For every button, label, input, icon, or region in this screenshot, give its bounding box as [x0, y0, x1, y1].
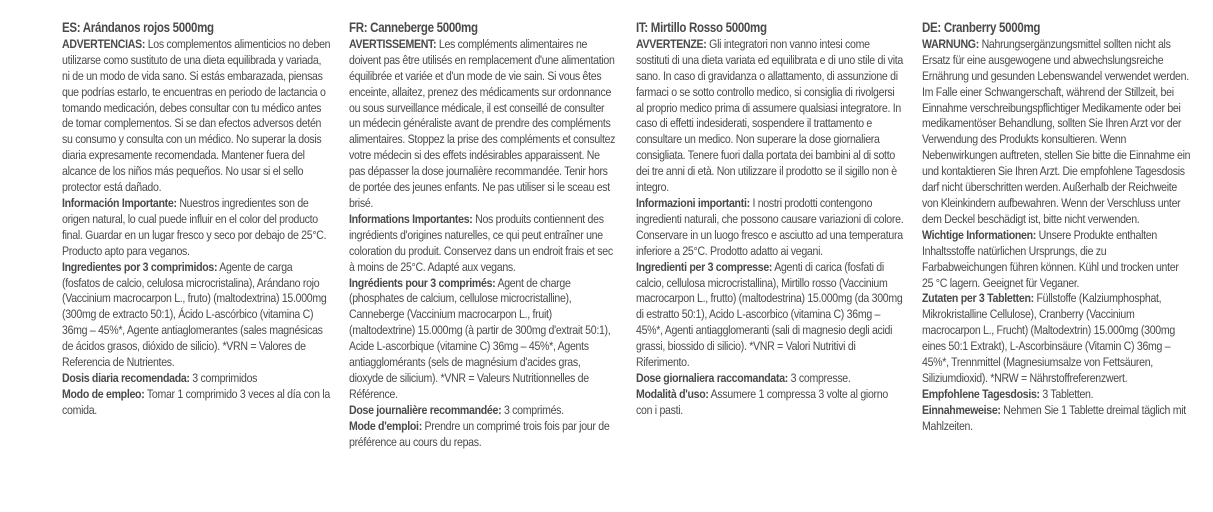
label-column-it — [636, 20, 904, 419]
paragraph-text: 3 comprimés. — [501, 402, 564, 417]
paragraph-text: Füllstoffe (Kalziumphosphat, Mikrokristalline Cellulose), Cranberry (Vaccinium macrocarpon L., Frucht) (Maltodextrin) 15.000mg (300mg eines 50:1 Extrakt), L-Ascorbinsäure (Vitamin C) 36mg – 45%*, Trennmittel (Magnesiumsalze von Fettsäuren, Siliziumdioxid). *NRW = Nährstoffreferenzwert. — [922, 291, 1175, 385]
paragraph-text: Tomar 1 comprimido 3 veces al día con la comida. — [62, 386, 330, 417]
paragraph-label: Dosis diaria recomendada: — [62, 370, 190, 385]
column-heading-fr: FR: Canneberge 5000mg — [349, 20, 478, 35]
paragraph-info-it — [636, 196, 904, 260]
paragraph-text: Agenti di carica (fosfati di calcio, cellulosa microcristallina), Mirtillo rosso (Vaccinium macrocarpon L., frutto) (maltodestrina) 15.000mg (da 300mg di estratto 50:1), Acido L-ascorbico (vitamina C) 36mg – 45%*, Agenti antiagglomeranti (sali di magnesio degli acidi grassi, biossido di silicio). *VNR = Valori Nutritivi di Riferimento. — [636, 259, 903, 370]
paragraph-text: 3 comprimidos — [189, 370, 258, 385]
paragraph-label: WARNUNG: — [922, 36, 979, 51]
paragraph-label: Informazioni importanti: — [636, 195, 750, 210]
paragraph-label: Información Importante: — [62, 195, 177, 210]
paragraph-label: Ingredientes por 3 comprimidos: — [62, 259, 218, 274]
paragraph-info-fr — [349, 212, 617, 276]
paragraph-text: Unsere Produkte enthalten Inhaltsstoffe natürlichen Ursprungs, die zu Farbabweichungen führen können. Kühl und trocken unter 25 °C lagern. Geeignet für Veganer. — [922, 227, 1179, 290]
paragraph-text: Nahrungsergänzungsmittel sollten nicht als Ersatz für eine ausgewogene und abwechslungsreiche Ernährung und gesunden Lebenswandel verwendet werden. Im Falle einer Schwangerschaft, während der Stillzeit, bei Einnahme verschreibungspflichtiger Medikamente oder bei medikamentöser Behandlung, sollten Sie Ihren Arzt vor der Verwendung des Produkts konsultieren. Wenn Nebenwirkungen auftreten, stellen Sie bitte die Einnahme ein und kontaktieren Sie Ihren Arzt. Die empfohlene Tagesdosis darf nicht überschritten werden. Außerhalb der Reichweite von Kleinkindern aufbewahren. Wenn der Verschluss unter dem Deckel beschädigt ist, bitte nicht verwenden. — [922, 36, 1191, 226]
paragraph-text: Prendre un comprimé trois fois par jour de préférence au cours du repas. — [349, 418, 610, 449]
paragraph-info-es — [62, 196, 330, 260]
paragraph-label: Zutaten per 3 Tabletten: — [922, 291, 1034, 306]
paragraph-label: Modalità d'uso: — [636, 386, 709, 401]
paragraph-label: Dose giornaliera raccomandata: — [636, 370, 789, 385]
paragraph-ingredients-it — [636, 260, 904, 371]
paragraph-text: Agent de charge (phosphates de calcium, cellulose microcristalline), Canneberge (Vaccinium macrocarpon L., fruit) (maltodextrine) 15.000mg (à partir de 300mg d'extrait 50:1), Acide L-ascorbique (vitamine C) 36mg – 45%*, Agents antiagglomérants (sels de magnésium d'acides gras, dioxyde de silicium). *VNR = Valeurs Nutritionnelles de Référence. — [349, 275, 611, 401]
paragraph-warnings-de — [922, 37, 1190, 228]
paragraph-label: Ingrédients pour 3 comprimés: — [349, 275, 496, 290]
paragraph-usage-it — [636, 387, 904, 419]
paragraph-label: Mode d'emploi: — [349, 418, 422, 433]
paragraph-usage-es — [62, 387, 330, 419]
paragraph-ingredients-es — [62, 260, 330, 371]
paragraph-dose-de — [922, 387, 1190, 403]
paragraph-dose-it — [636, 371, 904, 387]
paragraph-text: Los complementos alimenticios no deben utilizarse como sustituto de una dieta equilibrada y variada, ni de un modo de vida sano. Si estás embarazada, piensas que podrías estarlo, te encuentras en periodo de lactancia o tomando medicación, debes consultar con tu médico antes de tomar complementos. Si se dan efectos adversos detén su consumo y consulta con un médico. No superar la dosis diaria expresamente recomendada. Mantener fuera del alcance de los niños más pequeños. No usar si el sello protector está dañado. — [62, 36, 331, 195]
paragraph-text: Nehmen Sie 1 Tablette dreimal täglich mit Mahlzeiten. — [922, 402, 1186, 433]
paragraph-usage-de — [922, 403, 1190, 435]
paragraph-info-de — [922, 228, 1190, 292]
paragraph-label: AVERTISSEMENT: — [349, 36, 437, 51]
paragraph-warnings-fr — [349, 37, 617, 212]
paragraph-text: 3 compresse. — [788, 370, 851, 385]
paragraph-warnings-it — [636, 37, 904, 196]
paragraph-text: I nostri prodotti contengono ingredienti naturali, che possono causare variazioni di colore. Conservare in un luogo fresco e asciutto ad una temperatura inferiore a 25°C. Prodotto adatto ai vegani. — [636, 195, 904, 258]
paragraph-label: ADVERTENCIAS: — [62, 36, 146, 51]
paragraph-dose-es — [62, 371, 330, 387]
column-heading-de: DE: Cranberry 5000mg — [922, 20, 1041, 35]
paragraph-text: Les compléments alimentaires ne doivent pas être utilisés en remplacement d'une alimentation équilibrée et variée et d'un mode de vie sain. Si vous êtes enceinte, allaitez, prenez des médicaments sur ordonnance ou sous surveillance médicale, il est conseillé de consulter un médecin généraliste avant de prendre des compléments alimentaires. Stoppez la prise des compléments et consultez votre médecin si des effets indésirables apparaissent. Ne pas dépasser la dose journalière recommandée. Tenir hors de portée des jeunes enfants. Ne pas utiliser si le sceau est brisé. — [349, 36, 616, 210]
column-heading-it: IT: Mirtillo Rosso 5000mg — [636, 20, 767, 35]
paragraph-text: Assumere 1 compressa 3 volte al giorno con i pasti. — [636, 386, 888, 417]
paragraph-text: Nuestros ingredientes son de origen natural, lo cual puede influir en el color del producto final. Guardar en un lugar fresco y seco por debajo de 25°C. Producto apto para veganos. — [62, 195, 327, 258]
paragraph-text: Gli integratori non vanno intesi come sostituti di una dieta variata ed equilibrata e di uno stile di vita sano. In caso di gravidanza o allattamento, di assunzione di farmaci o se sotto controllo medico, si consiglia di rivolgersi al proprio medico prima di assumere qualsiasi integratore. In caso di effetti indesiderati, sospendere il trattamento e consultare un medico. Non superare la dose giornaliera consigliata. Tenere fuori dalla portata dei bambini al di sotto dei tre anni di età. Non utilizzare il prodotto se il sigillo non è integro. — [636, 36, 904, 195]
label-column-fr — [349, 20, 617, 450]
label-column-es — [62, 20, 330, 419]
paragraph-label: Modo de empleo: — [62, 386, 145, 401]
paragraph-ingredients-fr — [349, 276, 617, 403]
paragraph-label: AVVERTENZE: — [636, 36, 707, 51]
column-heading-es: ES: Arándanos rojos 5000mg — [62, 20, 214, 35]
paragraph-dose-fr — [349, 403, 617, 419]
paragraph-ingredients-de — [922, 291, 1190, 386]
paragraph-text: Agente de carga (fosfatos de calcio, celulosa microcristalina), Arándano rojo (Vaccinium macrocarpon L., fruto) (maltodextrina) 15.000mg (300mg de extracto 50:1), Ácido L-ascórbico (vitamina C) 36mg – 45%*, Agente antiaglomerantes (sales magnésicas de ácidos grasos, dióxido de silicio). *VRN = Valores de Referencia de Nutrientes. — [62, 259, 327, 370]
paragraph-warnings-es — [62, 37, 330, 196]
paragraph-label: Empfohlene Tagesdosis: — [922, 386, 1040, 401]
paragraph-label: Ingredienti per 3 compresse: — [636, 259, 773, 274]
paragraph-text: Nos produits contiennent des ingrédients d'origines naturelles, ce qui peut entraîner une coloration du produit. Conservez dans un endroit frais et sec à moins de 25°C. Adapté aux vegans. — [349, 211, 613, 274]
label-column-de — [922, 20, 1190, 435]
paragraph-label: Dose journalière recommandée: — [349, 402, 502, 417]
paragraph-text: 3 Tabletten. — [1039, 386, 1094, 401]
paragraph-label: Einnahmeweise: — [922, 402, 1001, 417]
paragraph-label: Wichtige Informationen: — [922, 227, 1037, 242]
paragraph-usage-fr — [349, 419, 617, 451]
paragraph-label: Informations Importantes: — [349, 211, 473, 226]
